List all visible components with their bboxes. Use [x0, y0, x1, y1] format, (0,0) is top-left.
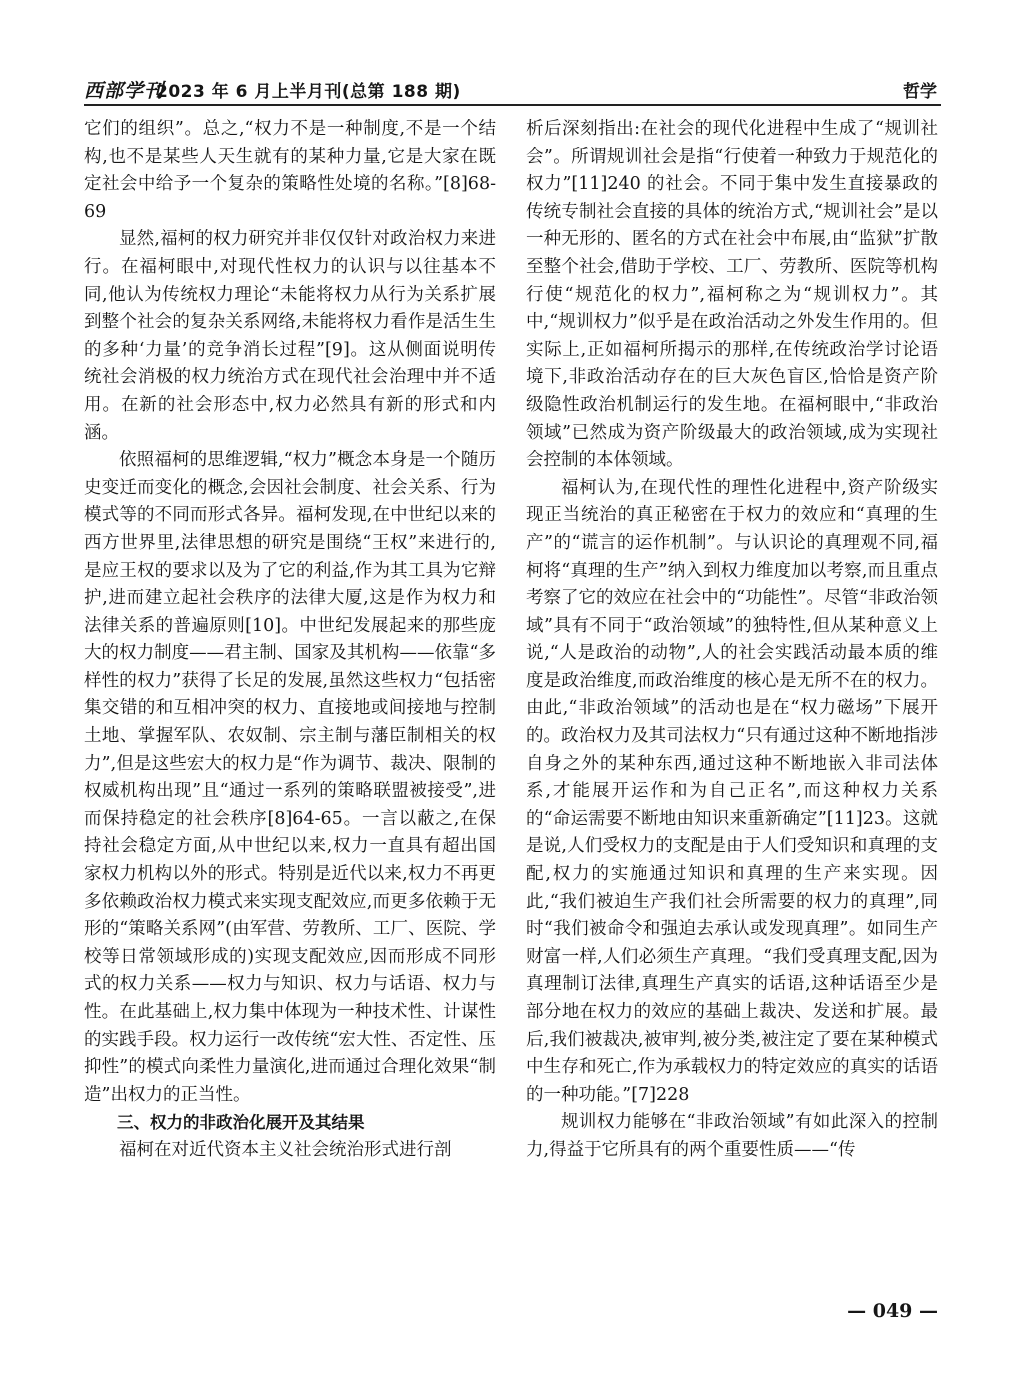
paragraph: 析后深刻指出:在社会的现代化进程中生成了“规训社会”。所谓规训社会是指“行使着一种致力于规范化的权力”[11]240 的社会。不同于集中发生直接暴政的传统专制社会直接的具体的统治方式,“规训社会”是以一种无形的、匿名的方式在社会中布展,由“监狱”扩散至整个社会,借助于学校、工厂、劳教所、医院等机构行使“规范化的权力”,福柯称之为“规训权力”。其中,“规训权力”似乎是在政治活动之外发生作用的。但实际上,正如福柯所揭示的那样,在传统政治学讨论语境下,非政治活动存在的巨大灰色盲区,恰恰是资产阶级隐性政治机制运行的发生地。在福柯眼中,“非政治领域”已然成为资产阶级最大的政治领域,成为实现社会控制的本体领域。 — [526, 119, 938, 471]
page-number: — 049 — — [847, 1300, 938, 1322]
paragraph: 福柯在对近代资本主义社会统治形式进行剖 — [119, 1139, 452, 1160]
section-name: 哲学 — [903, 82, 937, 102]
issue-info: 2023 年 6 月上半月刊(总第 188 期) — [156, 82, 461, 102]
paragraph: 福柯认为,在现代性的理性化进程中,资产阶级实现正当统治的真正秘密在于权力的效应和“真理的生产”的“谎言的运作机制”。与认识论的真理观不同,福柯将“真理的生产”纳入到权力维度加以考察,而且重点考察了它的效应在社会中的“功能性”。尽管“非政治领域”具有不同于“政治领域”的独特性,但从某种意义上说,“人是政治的动物”,人的社会实践活动最本质的维度是政治维度,而政治维度的核心是无所不在的权力。由此,“非政治领域”的活动也是在“权力磁场”下展开的。政治权力及其司法权力“只有通过这种不断地指涉自身之外的某种东西,通过这种不断地嵌入非司法体系,才能展开运作和为自己正名”,而这种权力关系的“命运需要不断地由知识来重新确定”[11]23。这就是说,人们受权力的支配是由于人们受知识和真理的支配,权力的实施通过知识和真理的生产来实现。因此,“我们被迫生产我们社会所需要的权力的真理”,同时“我们被命令和强迫去承认或发现真理”。如同生产财富一样,人们必须生产真理。“我们受真理支配,因为真理制订法律,真理生产真实的话语,这种话语至少是部分地在权力的效应的基础上裁决、发送和扩展。最后,我们被裁决,被审判,被分类,被注定了要在某种模式中生存和死亡,作为承载权力的特定效应的真实的话语的一种功能。”[7]228 — [526, 477, 938, 1105]
paragraph: 显然,福柯的权力研究并非仅仅针对政治权力来进行。在福柯眼中,对现代性权力的认识与以往基本不同,他认为传统权力理论“未能将权力从行为关系扩展到整个社会的复杂关系网络,未能将权力看作是活生生的多种‘力量’的竞争消长过程”[9]。这从侧面说明传统社会消极的权力统治方式在现代社会治理中并不适用。在新的社会形态中,权力必然具有新的形式和内涵。 — [84, 229, 496, 443]
paragraph: 它们的组织”。总之,“权力不是一种制度,不是一个结构,也不是某些人天生就有的某种力量,它是大家在既定社会中给予一个复杂的策略性处境的名称。”[8]68-69 — [84, 119, 496, 222]
paragraph: 依照福柯的思维逻辑,“权力”概念本身是一个随历史变迁而变化的概念,会因社会制度、社会关系、行为模式等的不同而形式各异。福柯发现,在中世纪以来的西方世界里,法律思想的研究是围绕“王权”来进行的,是应王权的要求以及为了它的利益,作为其工具为它辩护,进而建立起社会秩序的法律大厦,这是作为权力和法律关系的普遍原则[10]。中世纪发展起来的那些庞大的权力制度——君主制、国家及其机构——依靠“多样性的权力”获得了长足的发展,虽然这些权力“包括密集交错的和互相冲突的权力、直接地或间接地与控制土地、掌握军队、农奴制、宗主制与藩臣制相关的权力”,但是这些宏大的权力是“作为调节、裁决、限制的权威机构出现”且“通过一系列的策略联盟被接受”,进而保持稳定的社会秩序[8]64-65。一言以蔽之,在保持社会稳定方面,从中世纪以来,权力一直具有超出国家权力机构以外的形式。特别是近代以来,权力不再更多依赖政治权力模式来实现支配效应,而更多依赖于无形的“策略关系网”(由军营、劳教所、工厂、医院、学校等日常领域形成的)实现支配效应,因而形成不同形式的权力关系——权力与知识、权力与话语、权力与性。在此基础上,权力集中体现为一种技术性、计谋性的实践手段。权力运行一改传统“宏大性、否定性、压抑性”的模式向柔性力量演化,进而通过合理化效果“制造”出权力的正当性。 — [84, 450, 496, 1105]
left-column — [84, 116, 496, 1165]
section-heading: 三、权力的非政治化展开及其结果 — [117, 1113, 365, 1133]
paragraph: 规训权力能够在“非政治领域”有如此深入的控制力,得益于它所具有的两个重要性质——“传 — [526, 1112, 938, 1160]
journal-logo: 西部学刊 — [84, 80, 165, 102]
running-header — [84, 70, 941, 106]
right-column — [526, 116, 938, 1165]
